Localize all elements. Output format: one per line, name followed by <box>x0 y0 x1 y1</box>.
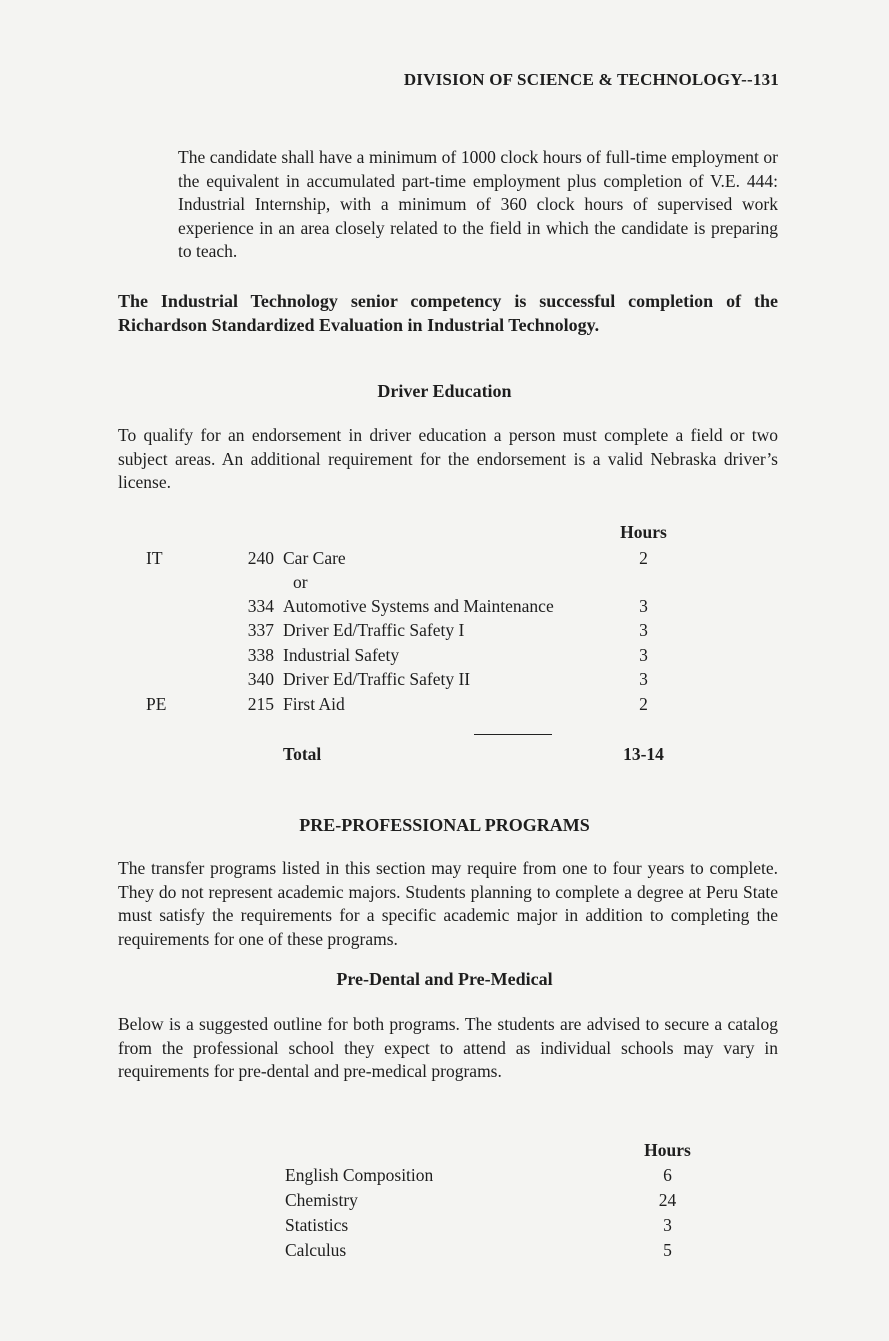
subject-name: Chemistry <box>285 1190 358 1210</box>
pre-professional-description: The transfer programs listed in this section may require from one to four years to complete. They do not represent academic majors. Students planning to complete a degree at Peru State must satisfy the requirements for a specific academic major in addition to completing the requirements for one of these programs. <box>118 858 778 949</box>
running-head: DIVISION OF SCIENCE & TECHNOLOGY--131 <box>403 70 779 89</box>
table-row <box>285 1215 705 1239</box>
course-dept: IT <box>146 548 163 568</box>
course-title: Automotive Systems and Maintenance <box>283 596 554 616</box>
subject-hours: 5 <box>663 1240 672 1260</box>
course-hours: 3 <box>639 669 648 689</box>
subject-name: Statistics <box>285 1215 349 1235</box>
total-rule-divider <box>474 734 552 735</box>
course-dept: PE <box>146 694 167 714</box>
course-title: Industrial Safety <box>283 645 400 665</box>
course-number: 240 <box>247 548 274 568</box>
course-alternative-or: or <box>293 572 308 592</box>
subject-hours: 3 <box>663 1215 672 1235</box>
internship-paragraph: The candidate shall have a minimum of 1000 clock hours of full-time employment or the equivalent in accumulated part-time employment plus completion of V.E. 444: Industrial Internship, with a minimum of 360 clock hours of supervised work experience in an area closely related to the field in which the candidate is preparing to teach. <box>178 147 778 261</box>
driver-education-description: To qualify for an endorsement in driver education a person must complete a field or two subject areas. An additional requirement for the endorsement is a valid Nebraska driver’s license. <box>118 425 778 492</box>
senior-competency-paragraph: The Industrial Technology senior competency is successful completion of the Richardson Standardized Evaluation in Industrial Technology. <box>118 291 778 335</box>
driver-education-title: Driver Education <box>377 381 512 401</box>
course-title: Car Care <box>283 548 346 568</box>
subject-name: English Composition <box>285 1165 434 1185</box>
table-header-row <box>285 1140 705 1164</box>
hours-column-header: Hours <box>620 522 667 542</box>
hours-column-header: Hours <box>644 1140 691 1160</box>
pre-dental-medical-title: Pre-Dental and Pre-Medical <box>336 969 553 989</box>
course-title: Driver Ed/Traffic Safety I <box>283 620 465 640</box>
course-number: 338 <box>247 645 274 665</box>
course-number: 215 <box>247 694 274 714</box>
course-number: 334 <box>247 596 274 616</box>
subject-name: Calculus <box>285 1240 347 1260</box>
total-hours: 13-14 <box>623 744 664 764</box>
driver-education-course-table <box>146 522 706 772</box>
subject-hours: 6 <box>663 1165 672 1185</box>
course-hours: 3 <box>639 620 648 640</box>
course-number: 340 <box>247 669 274 689</box>
table-row <box>285 1190 705 1214</box>
subject-hours: 24 <box>658 1190 677 1210</box>
course-number: 337 <box>247 620 274 640</box>
table-row <box>285 1165 705 1189</box>
total-label: Total <box>283 744 322 764</box>
course-title: First Aid <box>283 694 345 714</box>
course-hours: 3 <box>639 645 648 665</box>
course-hours: 2 <box>639 694 648 714</box>
course-hours: 2 <box>639 548 648 568</box>
course-hours: 3 <box>639 596 648 616</box>
course-title: Driver Ed/Traffic Safety II <box>283 669 471 689</box>
pre-professional-title: PRE-PROFESSIONAL PROGRAMS <box>299 815 590 835</box>
pre-dental-medical-description: Below is a suggested outline for both programs. The students are advised to secure a catalog from the professional school they expect to attend as individual schools may vary in requirements for pre-dental and pre-medical programs. <box>118 1014 778 1081</box>
table-row <box>285 1240 705 1264</box>
